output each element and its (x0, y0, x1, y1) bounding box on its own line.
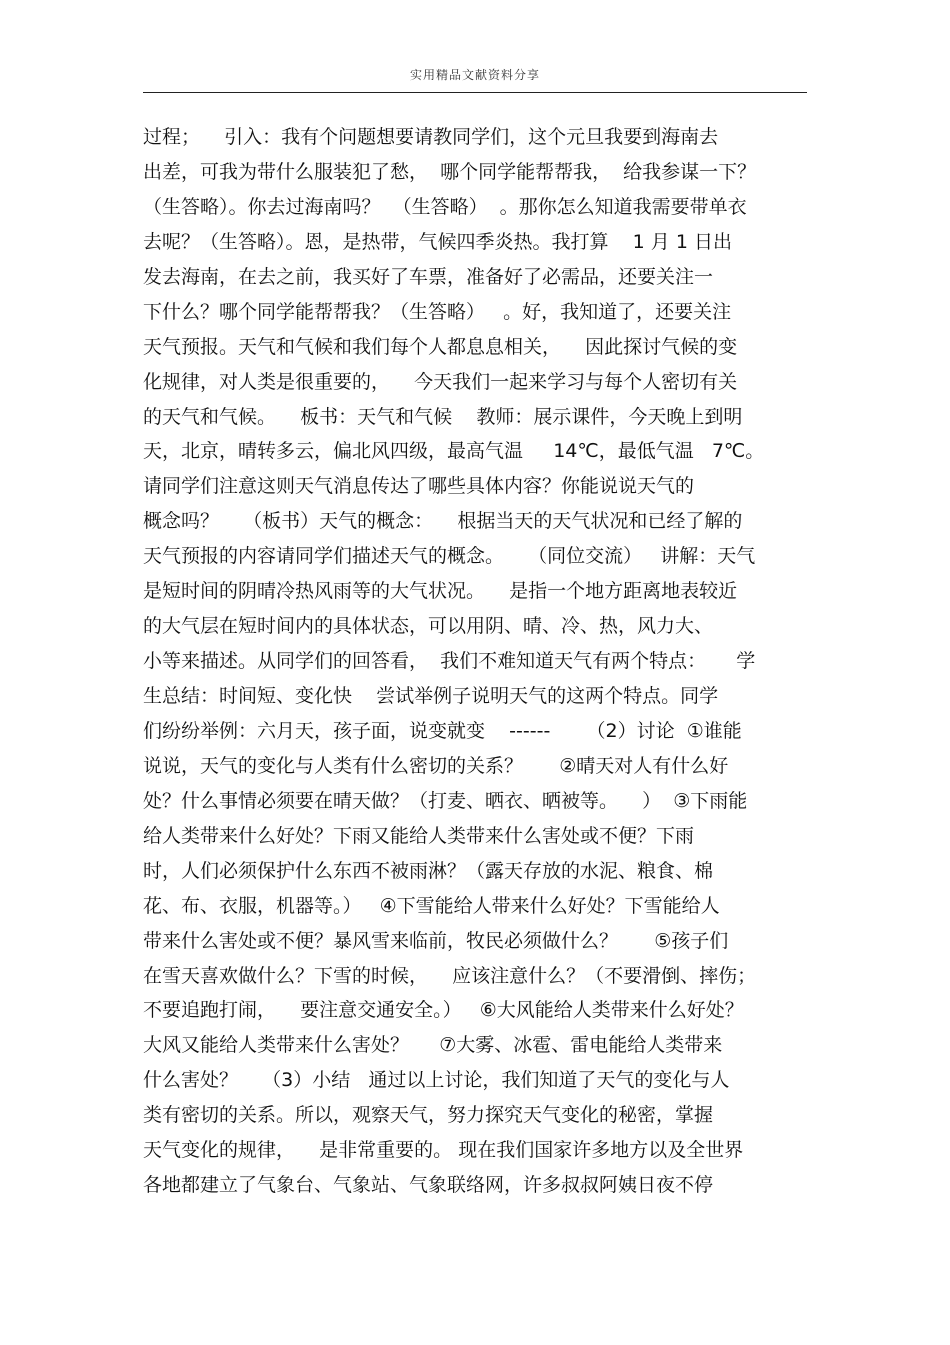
text-line: 请同学们注意这则天气消息传达了哪些具体内容？你能说说天气的 (143, 475, 695, 498)
text-line: 的天气和气候。 板书：天气和气候 教师：展示课件，今天晚上到明 (143, 405, 743, 428)
text-line: 天气变化的规律， 是非常重要的。 现在我们国家许多地方以及全世界 (143, 1139, 744, 1162)
text-line: 天，北京，晴转多云，偏北风四级，最高气温 14℃，最低气温 7℃。 (143, 440, 765, 463)
text-line: 说说，天气的变化与人类有什么密切的关系？ ②晴天对人有什么好 (143, 754, 729, 777)
text-line: 下什么？哪个同学能帮帮我？（生答略） 。好，我知道了，还要关注 (143, 300, 732, 323)
text-line: 化规律，对人类是很重要的， 今天我们一起来学习与每个人密切有关 (143, 370, 738, 393)
text-line: 们纷纷举例：六月天，孩子面，说变就变 ------ （2）讨论 ①谁能 (143, 719, 742, 742)
text-line: 出差，可我为带什么服装犯了愁， 哪个同学能帮帮我， 给我参谋一下？ (143, 160, 757, 183)
text-line: 去呢？（生答略）。恩，是热带，气候四季炎热。我打算 1 月 1 日出 (143, 230, 732, 253)
header-divider (143, 92, 807, 93)
text-line: 天气预报。天气和气候和我们每个人都息息相关， 因此探讨气候的变 (143, 335, 738, 358)
text-line: 生总结：时间短、变化快 尝试举例子说明天气的这两个特点。同学 (143, 685, 719, 707)
text-line: 小等来描述。从同学们的回答看， 我们不难知道天气有两个特点： 学 (143, 650, 756, 673)
document-body (143, 120, 823, 1203)
text-line: 大风又能给人类带来什么害处？ ⑦大雾、冰雹、雷电能给人类带来 (143, 1034, 723, 1057)
text-line: 发去海南，在去之前，我买好了车票，准备好了必需品，还要关注一 (143, 265, 714, 288)
text-line: 是短时间的阴晴冷热风雨等的大气状况。 是指一个地方距离地表较近 (143, 580, 738, 603)
text-line: 天气预报的内容请同学们描述天气的概念。 （同位交流） 讲解：天气 (143, 545, 756, 568)
text-line: 处？什么事情必须要在晴天做？（打麦、晒衣、晒被等。 ） ③下雨能 (143, 789, 748, 812)
text-line: 什么害处？ （3）小结 通过以上讨论，我们知道了天气的变化与人 (143, 1069, 730, 1092)
text-line: 在雪天喜欢做什么？下雪的时候， 应该注意什么？（不要滑倒、摔伤； (143, 964, 757, 987)
text-line: 各地都建立了气象台、气象站、气象联络网，许多叔叔阿姨日夜不停 (143, 1174, 714, 1197)
page-header-title: 实用精品文献资料分享 (409, 68, 540, 82)
text-line: 给人类带来什么好处？下雨又能给人类带来什么害处或不便？下雨 (143, 824, 695, 847)
text-line: 概念吗？ （板书）天气的概念： 根据当天的天气状况和已经了解的 (143, 510, 743, 533)
text-line: 的大气层在短时间内的具体状态，可以用阴、晴、冷、热，风力大、 (143, 615, 714, 638)
text-line: 花、布、衣服，机器等。） ④下雪能给人带来什么好处？下雪能给人 (143, 894, 720, 917)
text-line: 类有密切的关系。所以，观察天气，努力探究天气变化的秘密，掌握 (143, 1104, 714, 1127)
text-line: 带来什么害处或不便？暴风雪来临前，牧民必须做什么？ ⑤孩子们 (143, 929, 729, 952)
text-line: 过程； 引入：我有个问题想要请教同学们，这个元旦我要到海南去 (143, 126, 719, 148)
text-line: （生答略）。你去过海南吗？ （生答略） 。那你怎么知道我需要带单衣 (143, 195, 747, 218)
text-line: 时，人们必须保护什么东西不被雨淋？（露天存放的水泥、粮食、棉 (143, 859, 714, 882)
text-line: 不要追跑打闹， 要注意交通安全。） ⑥大风能给人类带来什么好处？ (143, 999, 744, 1022)
